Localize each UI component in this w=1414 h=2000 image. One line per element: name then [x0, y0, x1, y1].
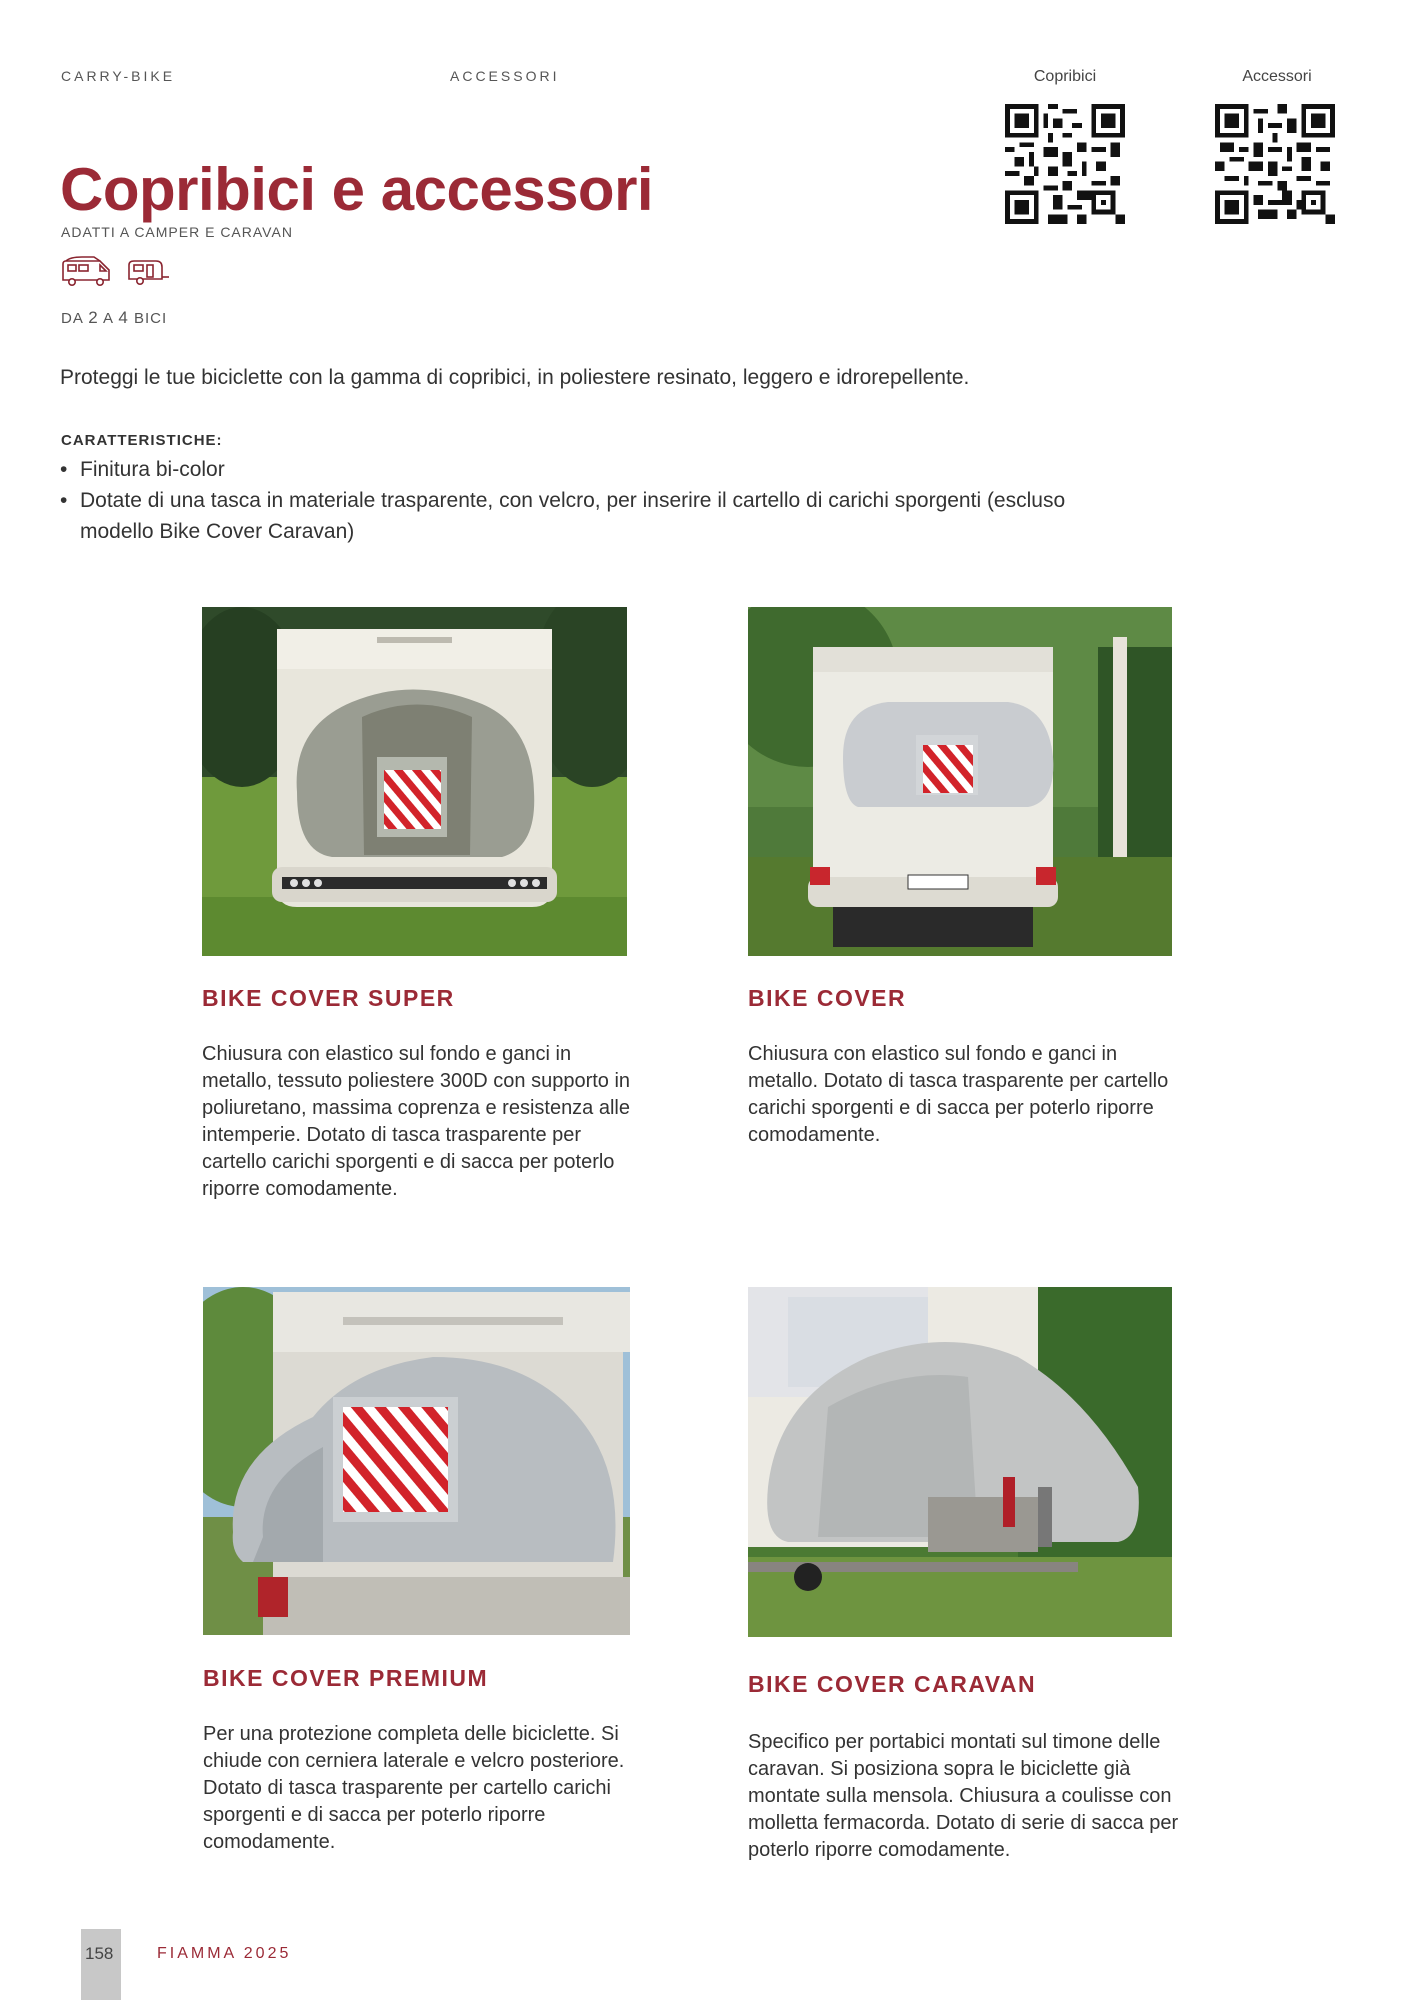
- product-description: Chiusura con elastico sul fondo e ganci in metallo. Dotato di tasca trasparente per cartello carichi sporgenti e di sacca per poterlo riporre comodamente.: [748, 1043, 1169, 1146]
- feature-item: • Dotate di una tasca in materiale trasparente, con velcro, per inserire il cartello di carichi sporgenti (escluso modello Bike Cover Caravan): [60, 485, 1100, 547]
- product-title: BIKE COVER: [748, 985, 907, 1011]
- camper-icon: [60, 256, 112, 293]
- qr-label-copribici: Copribici: [1033, 68, 1097, 85]
- page-subtitle: ADATTI A CAMPER E CARAVAN: [61, 224, 293, 240]
- caravan-icon: [126, 258, 170, 293]
- qr-code-icon[interactable]: [1005, 104, 1125, 229]
- running-section: CARRY-BIKE: [61, 68, 176, 84]
- bike-capacity-suffix: BICI: [134, 310, 168, 327]
- features-title: CARATTERISTICHE:: [61, 432, 223, 449]
- product-description: Per una protezione completa delle biciclette. Si chiude con cerniera laterale e velcro posteriore. Dotato di tasca trasparente per cartello carichi sporgenti e di sacca per poterlo riporre comodamente.: [203, 1723, 625, 1853]
- footer-brand: FIAMMA 2025: [157, 1945, 292, 1962]
- bike-capacity: [61, 308, 167, 328]
- product-photo-bike-cover: [748, 607, 1172, 956]
- page-title: Copribici e accessori: [60, 156, 654, 223]
- bike-capacity-mid: A: [103, 310, 114, 327]
- running-category: ACCESSORI: [450, 68, 560, 84]
- bike-capacity-max: 4: [118, 308, 129, 327]
- product-title: BIKE COVER PREMIUM: [203, 1665, 489, 1691]
- product-photo-bike-cover-super: [202, 607, 627, 956]
- footer-page-tab: [81, 1929, 121, 2000]
- bike-capacity-min: 2: [88, 308, 99, 327]
- product-photo-bike-cover-premium: [203, 1287, 630, 1635]
- product-photo-bike-cover-caravan: [748, 1287, 1172, 1637]
- intro-text: Proteggi le tue biciclette con la gamma di copribici, in poliestere resinato, leggero e idrorepellente.: [60, 366, 970, 389]
- bike-capacity-prefix: DA: [61, 310, 84, 327]
- qr-code-icon[interactable]: [1215, 104, 1335, 229]
- product-description: Specifico per portabici montati sul timone delle caravan. Si posiziona sopra le biciclette già montate sulla mensola. Chiusura a coulisse con molletta fermacorda. Dotato di serie di sacca per poterlo riporre comodamente.: [748, 1731, 1179, 1861]
- product-description: Chiusura con elastico sul fondo e ganci in metallo, tessuto poliestere 300D con supporto in poliuretano, massima coprenza e resistenza alle intemperie. Dotato di tasca trasparente per cartello carichi sporgenti e di sacca per poterlo riporre comodamente.: [202, 1043, 631, 1200]
- product-title: BIKE COVER SUPER: [202, 985, 455, 1011]
- qr-label-accessori: Accessori: [1242, 68, 1312, 85]
- features-list: [60, 454, 1100, 547]
- product-title: BIKE COVER CARAVAN: [748, 1671, 1037, 1697]
- feature-item: • Finitura bi-color: [60, 454, 1100, 485]
- page-number: 158: [85, 1944, 114, 1963]
